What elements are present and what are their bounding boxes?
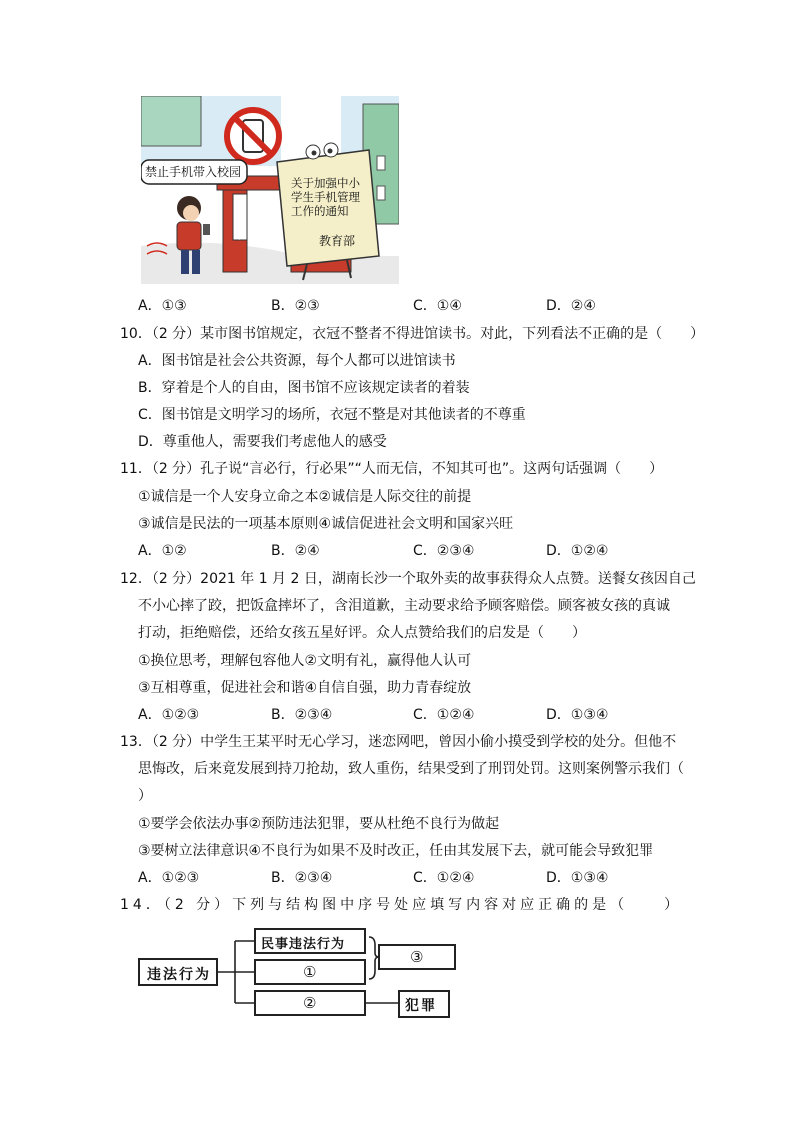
gate-label: 某某中学 <box>235 198 245 242</box>
diagram-slot-1: ① <box>303 963 317 981</box>
q12-stem-line-1: 12．（2 分）2021 年 1 月 2 日，湖南长沙一个取外卖的故事获得众人点赞。送餐女孩因自己 <box>120 571 696 587</box>
q10-option-d[interactable]: D．尊重他人，需要我们考虑他人的感受 <box>138 434 387 450</box>
q9-option-a[interactable]: A．①③ <box>138 298 187 314</box>
q13-stem-line-3: ） <box>138 788 152 804</box>
notice-sender: 教育部 <box>319 234 356 248</box>
q13-stem-line-1: 13．（2 分）中学生王某平时无心学习，迷恋网吧，曾因小偷小摸受到学校的处分。但他不 <box>120 734 677 750</box>
q10-stem: 10．（2 分）某市图书馆规定，衣冠不整者不得进馆读书。对此，下列看法不正确的是（ ） <box>120 326 705 342</box>
q14-structure-diagram <box>137 925 467 1025</box>
diagram-slot-2: ② <box>303 994 317 1012</box>
q11-statement-1: ①诚信是一个人安身立命之本②诚信是人际交往的前提 <box>138 489 472 505</box>
q12-option-d[interactable]: D．①③④ <box>546 707 609 723</box>
diagram-slot-3: ③ <box>410 948 424 966</box>
q13-statement-2: ③要树立法律意识④不良行为如果不及时改正，任由其发展下去，就可能会导致犯罪 <box>138 843 654 859</box>
q12-option-c[interactable]: C．①②④ <box>413 707 475 723</box>
q10-option-c[interactable]: C．图书馆是文明学习的场所，衣冠不整是对其他读者的不尊重 <box>138 407 526 423</box>
q12-stem-line-3: 打动，拒绝赔偿，还给女孩五星好评。众人点赞给我们的启发是（ ） <box>138 625 586 641</box>
q12-option-b[interactable]: B．②③④ <box>271 707 333 723</box>
q14-stem: 14．（2 分）下列与结构图中序号处应填写内容对应正确的是（ ） <box>120 897 683 913</box>
ban-sign-text: 禁止手机带入校园 <box>145 165 242 179</box>
q12-statement-2: ③互相尊重，促进社会和谐④自信自强，助力青春绽放 <box>138 680 472 696</box>
q11-stem: 11．（2 分）孔子说“言必行，行必果”“人而无信，不知其可也”。这两句话强调（ ） <box>120 461 664 477</box>
q9-option-d[interactable]: D．②④ <box>546 298 596 314</box>
q11-option-b[interactable]: B．②④ <box>271 543 320 559</box>
diagram-root-label: 违法行为 <box>147 967 211 983</box>
q13-option-a[interactable]: A．①②③ <box>138 870 200 886</box>
q10-option-b[interactable]: B．穿着是个人的自由，图书馆不应该规定读者的着装 <box>138 380 470 396</box>
q11-option-a[interactable]: A．①② <box>138 543 187 559</box>
q10-option-a[interactable]: A．图书馆是社会公共资源，每个人都可以进馆读书 <box>138 353 456 369</box>
q13-stem-line-2: 思悔改，后来竟发展到持刀抢劫，致人重伤，结果受到了刑罚处罚。这则案例警示我们（ <box>138 761 684 777</box>
q12-stem-line-2: 不小心摔了跤，把饭盒摔坏了，含泪道歉，主动要求给予顾客赔偿。顾客被女孩的真诚 <box>138 598 670 614</box>
diagram-crime-label: 犯罪 <box>405 998 437 1014</box>
q9-option-c[interactable]: C．①④ <box>413 298 462 314</box>
q12-statement-1: ①换位思考，理解包容他人②文明有礼，赢得他人认可 <box>138 653 472 669</box>
phone-ban-cartoon <box>141 96 399 284</box>
q12-option-a[interactable]: A．①②③ <box>138 707 200 723</box>
q11-option-c[interactable]: C．②③④ <box>413 543 475 559</box>
q13-option-c[interactable]: C．①②④ <box>413 870 475 886</box>
q9-option-b[interactable]: B．②③ <box>271 298 320 314</box>
q11-option-d[interactable]: D．①②④ <box>546 543 609 559</box>
notice-title: 关于加强中小学生手机管理工作的通知 <box>291 176 360 218</box>
q13-statement-1: ①要学会依法办事②预防违法犯罪，要从杜绝不良行为做起 <box>138 816 500 832</box>
q13-option-b[interactable]: B．②③④ <box>271 870 333 886</box>
diagram-civil-label: 民事违法行为 <box>261 937 346 952</box>
q11-statement-2: ③诚信是民法的一项基本原则④诚信促进社会文明和国家兴旺 <box>138 516 514 532</box>
q13-option-d[interactable]: D．①③④ <box>546 870 609 886</box>
